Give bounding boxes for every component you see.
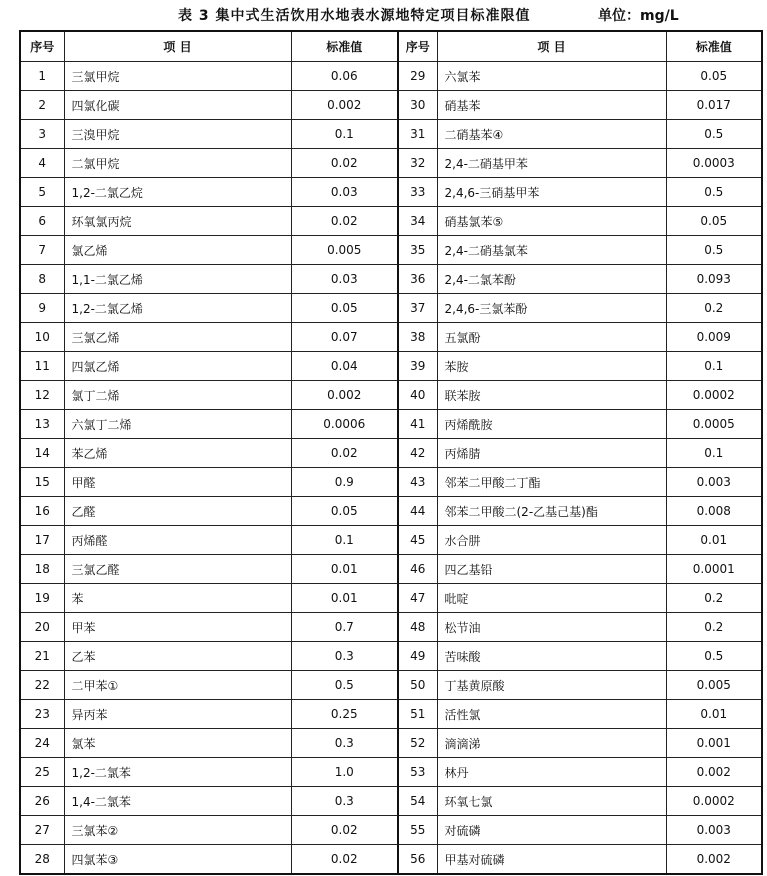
row-num-right: 50 <box>398 671 437 700</box>
row-item-right: 苦味酸 <box>437 642 666 671</box>
row-value-left: 0.005 <box>291 236 398 265</box>
row-num-left: 1 <box>20 62 64 91</box>
row-value-right: 0.01 <box>666 700 762 729</box>
table-row <box>20 439 762 468</box>
row-num-left: 20 <box>20 613 64 642</box>
row-item-right: 硝基氯苯⑤ <box>437 207 666 236</box>
row-num-left: 18 <box>20 555 64 584</box>
row-item-left: 1,2-二氯乙烷 <box>64 178 291 207</box>
row-num-right: 41 <box>398 410 437 439</box>
row-num-left: 24 <box>20 729 64 758</box>
row-item-right: 硝基苯 <box>437 91 666 120</box>
row-item-left: 苯乙烯 <box>64 439 291 468</box>
row-num-right: 36 <box>398 265 437 294</box>
table-caption <box>0 0 767 30</box>
table-row <box>20 323 762 352</box>
row-num-right: 39 <box>398 352 437 381</box>
row-num-left: 10 <box>20 323 64 352</box>
row-num-right: 48 <box>398 613 437 642</box>
row-item-left: 氯乙烯 <box>64 236 291 265</box>
header-item-left: 项 目 <box>64 31 291 62</box>
row-item-left: 异丙苯 <box>64 700 291 729</box>
row-value-right: 0.008 <box>666 497 762 526</box>
row-item-left: 乙苯 <box>64 642 291 671</box>
table-row <box>20 207 762 236</box>
row-value-right: 0.003 <box>666 816 762 845</box>
row-value-left: 0.01 <box>291 584 398 613</box>
row-item-left: 四氯乙烯 <box>64 352 291 381</box>
row-item-right: 六氯苯 <box>437 62 666 91</box>
row-value-left: 0.07 <box>291 323 398 352</box>
table-row <box>20 758 762 787</box>
row-item-right: 丙烯腈 <box>437 439 666 468</box>
row-item-right: 联苯胺 <box>437 381 666 410</box>
row-item-left: 苯 <box>64 584 291 613</box>
row-value-right: 0.5 <box>666 642 762 671</box>
row-item-left: 1,2-二氯苯 <box>64 758 291 787</box>
table-row <box>20 265 762 294</box>
row-num-left: 27 <box>20 816 64 845</box>
row-value-right: 0.2 <box>666 613 762 642</box>
row-value-left: 0.3 <box>291 642 398 671</box>
row-item-left: 乙醛 <box>64 497 291 526</box>
row-value-right: 0.003 <box>666 468 762 497</box>
table-row <box>20 497 762 526</box>
row-item-left: 三氯乙醛 <box>64 555 291 584</box>
row-value-right: 0.002 <box>666 758 762 787</box>
row-value-right: 0.002 <box>666 845 762 875</box>
table-row <box>20 584 762 613</box>
row-value-right: 0.0005 <box>666 410 762 439</box>
row-item-left: 1,4-二氯苯 <box>64 787 291 816</box>
row-value-left: 0.02 <box>291 207 398 236</box>
row-item-left: 三氯乙烯 <box>64 323 291 352</box>
row-num-left: 26 <box>20 787 64 816</box>
table-row <box>20 410 762 439</box>
table-row <box>20 91 762 120</box>
row-num-right: 56 <box>398 845 437 875</box>
row-value-right: 0.5 <box>666 236 762 265</box>
row-num-right: 47 <box>398 584 437 613</box>
table-title: 表 3 集中式生活饮用水地表水源地特定项目标准限值 <box>178 8 531 24</box>
row-value-left: 0.02 <box>291 439 398 468</box>
row-item-right: 邻苯二甲酸二丁酯 <box>437 468 666 497</box>
table-row <box>20 178 762 207</box>
row-num-left: 2 <box>20 91 64 120</box>
row-item-right: 滴滴涕 <box>437 729 666 758</box>
row-value-left: 0.25 <box>291 700 398 729</box>
row-num-left: 14 <box>20 439 64 468</box>
row-num-left: 5 <box>20 178 64 207</box>
row-value-left: 0.1 <box>291 526 398 555</box>
header-num-right: 序号 <box>398 31 437 62</box>
row-item-right: 2,4,6-三氯苯酚 <box>437 294 666 323</box>
row-item-left: 环氧氯丙烷 <box>64 207 291 236</box>
row-num-right: 38 <box>398 323 437 352</box>
row-value-left: 0.7 <box>291 613 398 642</box>
row-num-left: 21 <box>20 642 64 671</box>
row-num-right: 29 <box>398 62 437 91</box>
row-value-left: 0.02 <box>291 816 398 845</box>
table-row <box>20 381 762 410</box>
row-value-left: 0.002 <box>291 91 398 120</box>
table-row <box>20 816 762 845</box>
row-num-right: 45 <box>398 526 437 555</box>
row-num-left: 25 <box>20 758 64 787</box>
row-num-left: 23 <box>20 700 64 729</box>
row-num-right: 32 <box>398 149 437 178</box>
row-value-right: 0.01 <box>666 526 762 555</box>
row-item-right: 二硝基苯④ <box>437 120 666 149</box>
row-item-right: 甲基对硫磷 <box>437 845 666 875</box>
row-num-left: 13 <box>20 410 64 439</box>
row-value-left: 0.01 <box>291 555 398 584</box>
row-value-right: 0.001 <box>666 729 762 758</box>
table-row <box>20 700 762 729</box>
table-row <box>20 352 762 381</box>
row-item-right: 邻苯二甲酸二(2-乙基己基)酯 <box>437 497 666 526</box>
row-num-left: 11 <box>20 352 64 381</box>
row-num-left: 7 <box>20 236 64 265</box>
table-row <box>20 120 762 149</box>
table-row <box>20 62 762 91</box>
row-item-right: 活性氯 <box>437 700 666 729</box>
row-num-left: 28 <box>20 845 64 875</box>
row-value-left: 0.9 <box>291 468 398 497</box>
row-item-left: 甲苯 <box>64 613 291 642</box>
row-item-right: 2,4-二硝基氯苯 <box>437 236 666 265</box>
row-value-right: 0.017 <box>666 91 762 120</box>
row-item-right: 水合肼 <box>437 526 666 555</box>
row-num-right: 54 <box>398 787 437 816</box>
table-row <box>20 149 762 178</box>
row-value-left: 0.03 <box>291 265 398 294</box>
row-value-left: 0.3 <box>291 729 398 758</box>
header-item-right: 项 目 <box>437 31 666 62</box>
row-num-right: 42 <box>398 439 437 468</box>
row-item-right: 2,4-二硝基甲苯 <box>437 149 666 178</box>
row-value-left: 0.03 <box>291 178 398 207</box>
row-value-left: 0.02 <box>291 149 398 178</box>
table-row <box>20 555 762 584</box>
row-item-right: 丁基黄原酸 <box>437 671 666 700</box>
row-item-left: 丙烯醛 <box>64 526 291 555</box>
row-value-right: 0.005 <box>666 671 762 700</box>
row-item-left: 六氯丁二烯 <box>64 410 291 439</box>
row-value-right: 0.0001 <box>666 555 762 584</box>
row-num-right: 49 <box>398 642 437 671</box>
row-item-left: 氯苯 <box>64 729 291 758</box>
row-item-left: 三氯苯② <box>64 816 291 845</box>
row-num-left: 17 <box>20 526 64 555</box>
row-num-right: 53 <box>398 758 437 787</box>
row-item-left: 四氯化碳 <box>64 91 291 120</box>
row-value-left: 0.1 <box>291 120 398 149</box>
row-item-left: 甲醛 <box>64 468 291 497</box>
row-value-left: 1.0 <box>291 758 398 787</box>
row-item-right: 林丹 <box>437 758 666 787</box>
row-value-right: 0.0002 <box>666 381 762 410</box>
row-value-left: 0.05 <box>291 294 398 323</box>
row-num-right: 40 <box>398 381 437 410</box>
table-row <box>20 729 762 758</box>
row-num-right: 33 <box>398 178 437 207</box>
row-num-left: 4 <box>20 149 64 178</box>
row-item-right: 环氧七氯 <box>437 787 666 816</box>
row-value-right: 0.093 <box>666 265 762 294</box>
table-row <box>20 787 762 816</box>
row-num-right: 31 <box>398 120 437 149</box>
row-num-left: 22 <box>20 671 64 700</box>
row-item-right: 松节油 <box>437 613 666 642</box>
header-num-left: 序号 <box>20 31 64 62</box>
row-item-left: 1,2-二氯乙烯 <box>64 294 291 323</box>
table-row <box>20 236 762 265</box>
row-num-right: 55 <box>398 816 437 845</box>
row-value-left: 0.0006 <box>291 410 398 439</box>
row-value-right: 0.2 <box>666 294 762 323</box>
row-num-left: 16 <box>20 497 64 526</box>
row-num-right: 52 <box>398 729 437 758</box>
row-num-right: 44 <box>398 497 437 526</box>
row-num-right: 35 <box>398 236 437 265</box>
row-value-right: 0.0002 <box>666 787 762 816</box>
table-row <box>20 526 762 555</box>
row-num-left: 9 <box>20 294 64 323</box>
table-header-row <box>20 31 762 62</box>
row-item-left: 二甲苯① <box>64 671 291 700</box>
standards-table <box>19 30 763 875</box>
row-item-left: 四氯苯③ <box>64 845 291 875</box>
table-row <box>20 845 762 875</box>
row-value-right: 0.05 <box>666 207 762 236</box>
row-num-right: 37 <box>398 294 437 323</box>
table-row <box>20 671 762 700</box>
row-item-left: 三氯甲烷 <box>64 62 291 91</box>
row-value-left: 0.5 <box>291 671 398 700</box>
row-item-right: 五氯酚 <box>437 323 666 352</box>
row-item-right: 对硫磷 <box>437 816 666 845</box>
row-item-left: 氯丁二烯 <box>64 381 291 410</box>
row-num-left: 3 <box>20 120 64 149</box>
row-item-right: 2,4,6-三硝基甲苯 <box>437 178 666 207</box>
unit-label: 单位：mg/L <box>598 8 679 24</box>
row-value-right: 0.1 <box>666 352 762 381</box>
row-num-left: 19 <box>20 584 64 613</box>
row-value-right: 0.009 <box>666 323 762 352</box>
row-value-right: 0.0003 <box>666 149 762 178</box>
row-value-left: 0.04 <box>291 352 398 381</box>
row-item-right: 丙烯酰胺 <box>437 410 666 439</box>
row-item-left: 三溴甲烷 <box>64 120 291 149</box>
row-num-left: 6 <box>20 207 64 236</box>
row-value-left: 0.02 <box>291 845 398 875</box>
row-item-left: 二氯甲烷 <box>64 149 291 178</box>
header-value-left: 标准值 <box>291 31 398 62</box>
row-num-right: 43 <box>398 468 437 497</box>
table-row <box>20 642 762 671</box>
row-value-right: 0.05 <box>666 62 762 91</box>
row-num-right: 34 <box>398 207 437 236</box>
table-row <box>20 613 762 642</box>
row-value-right: 0.2 <box>666 584 762 613</box>
row-value-left: 0.05 <box>291 497 398 526</box>
table-row <box>20 468 762 497</box>
row-num-left: 8 <box>20 265 64 294</box>
row-item-right: 四乙基铅 <box>437 555 666 584</box>
row-num-right: 46 <box>398 555 437 584</box>
table-row <box>20 294 762 323</box>
row-value-left: 0.06 <box>291 62 398 91</box>
row-num-right: 30 <box>398 91 437 120</box>
row-value-left: 0.3 <box>291 787 398 816</box>
row-item-right: 吡啶 <box>437 584 666 613</box>
row-value-left: 0.002 <box>291 381 398 410</box>
row-value-right: 0.1 <box>666 439 762 468</box>
row-num-right: 51 <box>398 700 437 729</box>
row-num-left: 12 <box>20 381 64 410</box>
row-num-left: 15 <box>20 468 64 497</box>
row-value-right: 0.5 <box>666 178 762 207</box>
row-item-right: 苯胺 <box>437 352 666 381</box>
header-value-right: 标准值 <box>666 31 762 62</box>
row-value-right: 0.5 <box>666 120 762 149</box>
row-item-right: 2,4-二氯苯酚 <box>437 265 666 294</box>
row-item-left: 1,1-二氯乙烯 <box>64 265 291 294</box>
